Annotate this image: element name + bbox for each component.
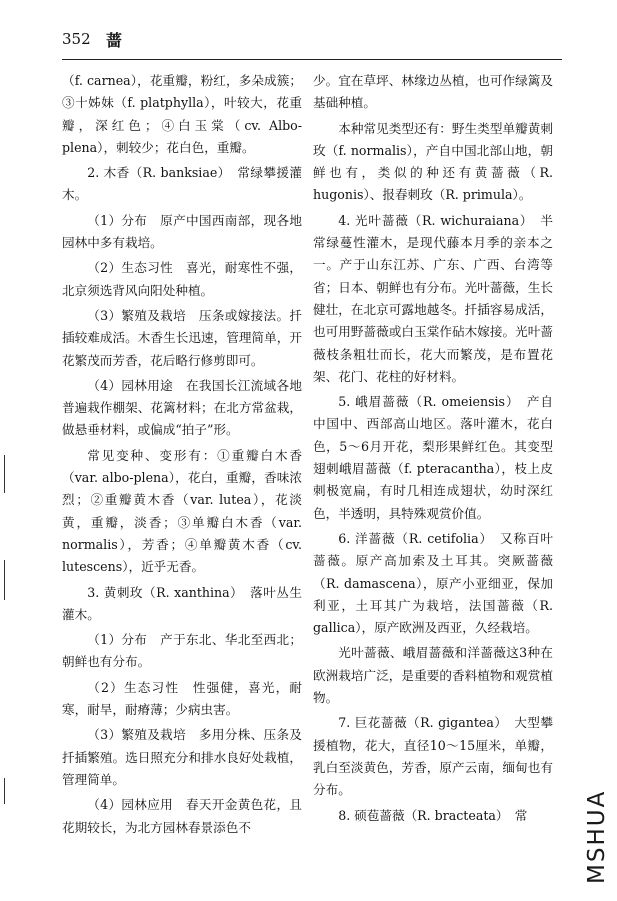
scan-edge-mark (4, 778, 5, 804)
paragraph: （3）繁殖及栽培 多用分株、压条及扦插繁殖。选日照充分和排水良好处栽植，管理简单。 (62, 727, 302, 787)
section-heading: 2. 木香（R. banksiae） 常绿攀援灌木。 (62, 165, 302, 203)
section-heading: 4. 光叶蔷薇（R. wichuraiana） 半常绿蔓性灌木，是现代藤本月季的亲本之一。产于山东江苏、广东、广西、台湾等省；日本、朝鲜也有分布。光叶蔷薇，生长健壮，在北京可露地越冬。扦插容易成活，也可用野蔷薇或白玉棠作砧木嫁接。光叶蔷薇枝条粗壮而长，花大而繁茂，是布置花架、花门、花柱的好材料。 (313, 212, 553, 384)
scan-edge-mark (4, 455, 5, 493)
left-column (62, 70, 302, 842)
paragraph: （1）分布 原产中国西南部，现各地园林中多有栽培。 (62, 212, 302, 251)
section-heading: 5. 峨眉蔷薇（R. omeiensis） 产自中国中、西部高山地区。落叶灌木，花白色，5～6月开花，梨形果鲜红色。其变型翅刺峨眉蔷薇（f. pteracantha），枝上皮刺极宽扁，有时几相连成翅状，幼时深红色，半透明，具特殊观赏价值。 (313, 394, 553, 521)
watermark: MSHUA (584, 789, 610, 884)
paragraph: （4）园林用途 在我国长江流域各地普遍栽作棚架、花篱材料；在北方常盆栽，做悬垂材料，或偏成“拍子”形。 (62, 377, 302, 438)
page-header (62, 22, 562, 56)
paragraph: 本种常见类型还有：野生类型单瓣黄刺玫（f. normalis），产自中国北部山地，朝鲜也有，类似的种还有黄蔷薇（R. hugonis）、报春刺玫（R. primula）。 (313, 120, 553, 203)
scan-edge-mark (4, 560, 5, 600)
section-heading: 6. 洋蔷薇（R. cetifolia） 又称百叶蔷薇。原产高加索及土耳其。突厥蔷薇（R. damascena），原产小亚细亚，保加利亚，土耳其广为栽培，法国蔷薇（R. gallica），原产欧洲及西亚，久经栽培。 (313, 530, 553, 636)
page-number: 352 (62, 30, 91, 48)
paragraph: （2）生态习性 喜光，耐寒性不强，北京须选背风向阳处种植。 (62, 260, 302, 298)
paragraph: （f. carnea），花重瓣，粉红，多朵成簇；③十姊妹（f. platphylla），叶较大，花重瓣，深红色；④白玉棠（cv. Albo-plena），刺较少；花白色，重瓣。 (62, 73, 302, 155)
paragraph: 光叶蔷薇、峨眉蔷薇和洋蔷薇这3种在欧洲栽培广泛，是重要的香料植物和观赏植物。 (313, 645, 553, 706)
section-heading: 8. 硕苞蔷薇（R. bracteata） 常 (338, 807, 528, 823)
paragraph: （1）分布 产于东北、华北至西北；朝鲜也有分布。 (62, 632, 302, 670)
section-heading: 3. 黄刺玫（R. xanthina） 落叶丛生灌木。 (62, 584, 302, 622)
running-title: 蔷 (106, 31, 123, 50)
paragraph: 常见变种、变形有：①重瓣白木香（var. albo-plena），花白，重瓣，香味浓烈；②重瓣黄木香（var. lutea），花淡黄，重瓣，淡香；③单瓣白木香（var. normalis），芳香；④单瓣黄木香（cv. lutescens），近乎无香。 (62, 447, 302, 575)
paragraph: （3）繁殖及栽培 压条或嫁接法。扦插较难成活。木香生长迅速，管理简单，开花繁茂而芳香，花后略行修剪即可。 (62, 307, 302, 368)
paragraph: （2）生态习性 性强健，喜光，耐寒，耐旱，耐瘠薄；少病虫害。 (62, 679, 302, 718)
right-column (313, 70, 553, 830)
section-heading: 7. 巨花蔷薇（R. gigantea） 大型攀援植物，花大，直径10～15厘米，单瓣，乳白至淡黄色，芳香，原产云南，缅甸也有分布。 (313, 715, 553, 798)
header-rule (62, 59, 562, 60)
paragraph: 少。宜在草坪、林缘边丛植，也可作绿篱及基础种植。 (313, 73, 553, 111)
paragraph: （4）园林应用 春天开金黄色花，且花期较长，为北方园林春景添色不 (62, 797, 302, 835)
